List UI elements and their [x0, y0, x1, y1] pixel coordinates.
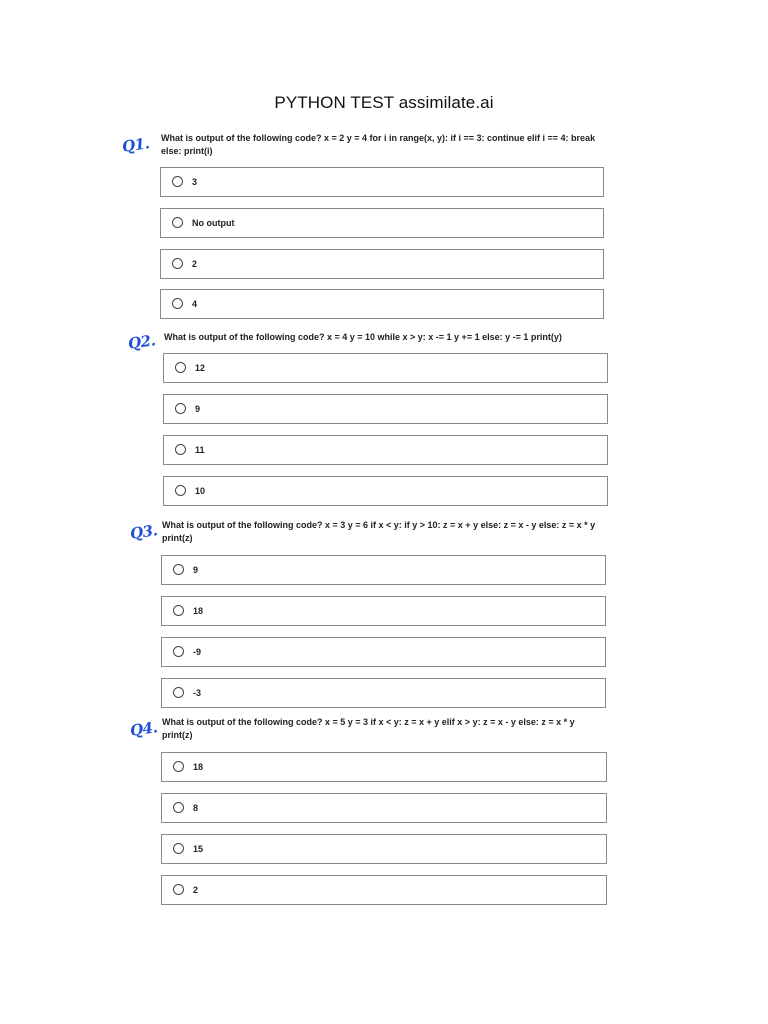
answer-option-label: 11: [195, 445, 205, 455]
answer-option[interactable]: [161, 637, 606, 667]
radio-button-icon[interactable]: [175, 403, 186, 414]
radio-button-icon[interactable]: [173, 605, 184, 616]
radio-button-icon[interactable]: [173, 687, 184, 698]
answer-option-label: 18: [193, 606, 204, 616]
question-number-mark: Q1.: [120, 134, 151, 156]
answer-option-label: 8: [193, 803, 199, 813]
radio-button-icon[interactable]: [173, 802, 184, 813]
question-number-mark: Q3.: [128, 521, 159, 543]
answer-option[interactable]: [161, 555, 606, 585]
question-text: What is output of the following code? x = 3 y = 6 if x < y: if y > 10: z = x + y else: z = x - y else: z = x * y print(z): [162, 520, 596, 543]
answer-option[interactable]: [161, 793, 607, 823]
radio-button-icon[interactable]: [173, 646, 184, 657]
question-number-mark: Q2.: [126, 331, 157, 353]
answer-option[interactable]: [163, 394, 608, 424]
answer-option-label: 18: [193, 762, 204, 772]
question-text: What is output of the following code? x = 2 y = 4 for i in range(x, y): if i == 3: continue elif i == 4: break else: print(i): [161, 133, 596, 156]
radio-button-icon[interactable]: [172, 176, 183, 187]
answer-option-label: 10: [195, 486, 206, 496]
answer-option[interactable]: [160, 249, 604, 279]
answer-option-label: 4: [192, 299, 198, 309]
radio-button-icon[interactable]: [175, 485, 186, 496]
answer-option[interactable]: [161, 834, 607, 864]
page-title: PYTHON TEST assimilate.ai: [274, 93, 494, 112]
answer-option[interactable]: [161, 752, 607, 782]
answer-option[interactable]: [161, 596, 606, 626]
question-text: What is output of the following code? x = 4 y = 10 while x > y: x -= 1 y += 1 else: y -= 1 print(y): [164, 332, 562, 342]
answer-option-label: -3: [193, 688, 202, 698]
answer-option-label: 2: [192, 259, 198, 269]
radio-button-icon[interactable]: [173, 843, 184, 854]
answer-option-label: 9: [195, 404, 201, 414]
radio-button-icon[interactable]: [175, 444, 186, 455]
answer-option[interactable]: [161, 875, 607, 905]
answer-option[interactable]: [163, 476, 608, 506]
radio-button-icon[interactable]: [173, 884, 184, 895]
answer-option[interactable]: [160, 208, 604, 238]
answer-option-label: 15: [193, 844, 204, 854]
answer-option[interactable]: [161, 678, 606, 708]
answer-option-label: 12: [195, 363, 206, 373]
answer-option-label: No output: [192, 218, 235, 228]
answer-option-label: 2: [193, 885, 199, 895]
answer-option-label: 3: [192, 177, 198, 187]
answer-option[interactable]: [160, 167, 604, 197]
radio-button-icon[interactable]: [172, 258, 183, 269]
answer-option[interactable]: [160, 289, 604, 319]
radio-button-icon[interactable]: [172, 298, 183, 309]
answer-option[interactable]: [163, 353, 608, 383]
radio-button-icon[interactable]: [175, 362, 186, 373]
question-number-mark: Q4.: [128, 718, 159, 740]
question-text: What is output of the following code? x = 5 y = 3 if x < y: z = x + y elif x > y: z = x - y else: z = x * y print(z): [162, 717, 575, 740]
answer-option-label: 9: [193, 565, 199, 575]
answer-option[interactable]: [163, 435, 608, 465]
radio-button-icon[interactable]: [173, 564, 184, 575]
radio-button-icon[interactable]: [173, 761, 184, 772]
radio-button-icon[interactable]: [172, 217, 183, 228]
answer-option-label: -9: [193, 647, 202, 657]
